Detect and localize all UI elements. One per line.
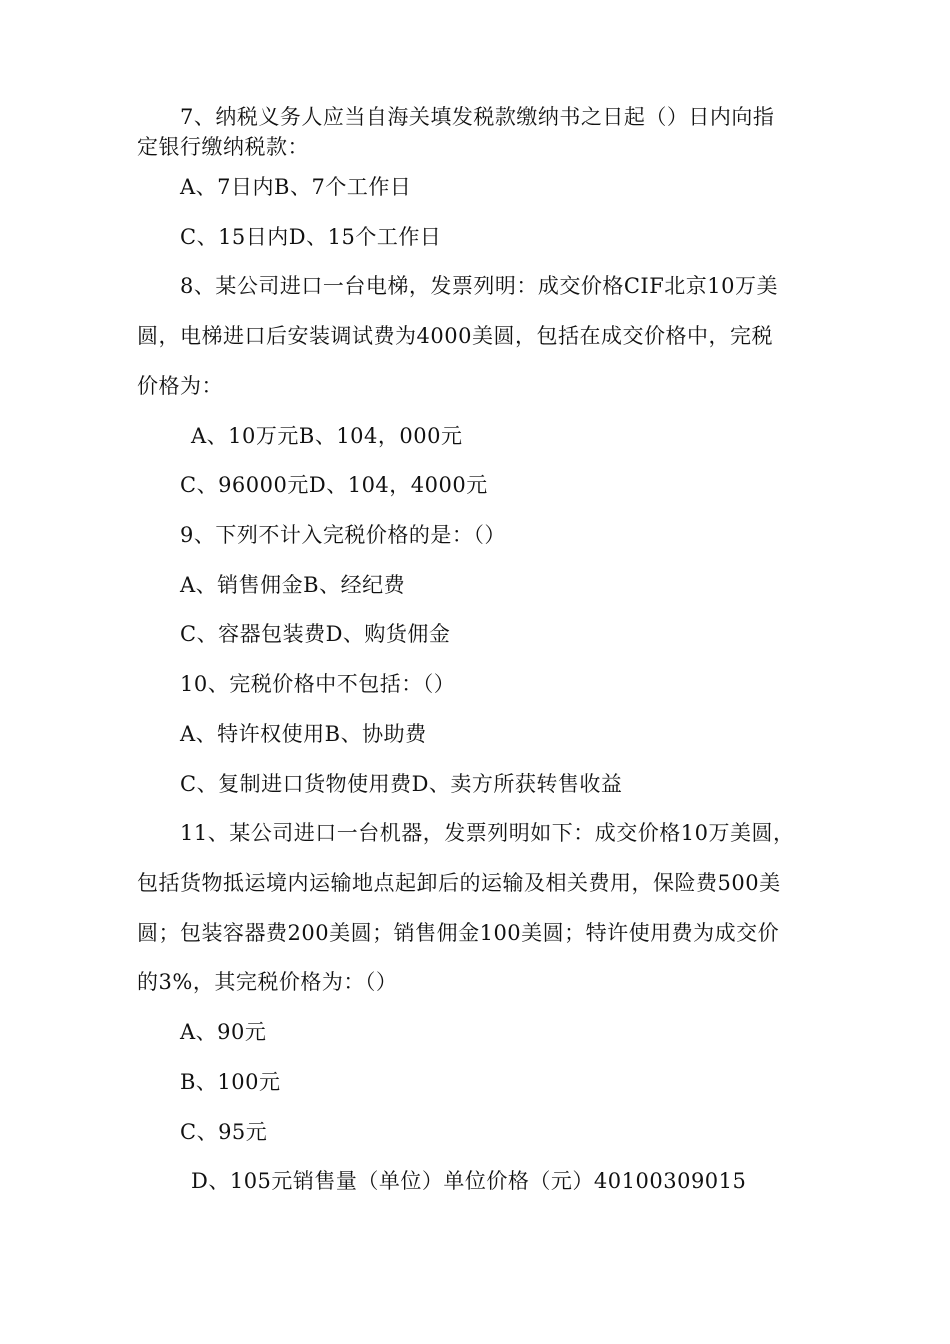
q8-stem-line2: 圆，电梯进口后安装调试费为4000美圆，包括在成交价格中，完税 [137, 324, 773, 348]
q9-stem: 9、下列不计入完税价格的是：（） [180, 523, 506, 547]
q7-option-ab: A、7日内B、7个工作日 [180, 175, 412, 199]
q11-option-a: A、90元 [180, 1020, 267, 1044]
q10-option-cd: C、复制进口货物使用费D、卖方所获转售收益 [180, 772, 623, 796]
q10-stem: 10、完税价格中不包括：（） [180, 672, 456, 696]
q8-option-cd: C、96000元D、104，4000元 [180, 473, 488, 497]
q8-option-ab: A、10万元B、104，000元 [191, 424, 463, 448]
q8-stem-line1: 8、某公司进口一台电梯，发票列明：成交价格CIF北京10万美 [180, 274, 779, 298]
q11-stem-line1: 11、某公司进口一台机器，发票列明如下：成交价格10万美圆， [180, 821, 795, 845]
q9-option-ab: A、销售佣金B、经纪费 [180, 573, 406, 597]
q11-option-c: C、95元 [180, 1120, 268, 1144]
q11-option-d: D、105元销售量（单位）单位价格（元）40100309015 [191, 1169, 747, 1193]
q11-stem-line3: 圆；包装容器费200美圆；销售佣金100美圆；特许使用费为成交价 [137, 921, 780, 945]
q7-stem-line1: 7、纳税义务人应当自海关填发税款缴纳书之日起（）日内向指 [180, 105, 775, 129]
q7-stem-line2: 定银行缴纳税款： [137, 135, 309, 159]
q7-option-cd: C、15日内D、15个工作日 [180, 225, 442, 249]
q9-option-cd: C、容器包装费D、购货佣金 [180, 622, 451, 646]
q11-stem-line2: 包括货物抵运境内运输地点起卸后的运输及相关费用，保险费500美 [137, 871, 781, 895]
q8-stem-line3: 价格为： [137, 374, 223, 398]
q11-stem-line4: 的3%，其完税价格为：（） [137, 970, 398, 994]
q11-option-b: B、100元 [180, 1070, 281, 1094]
q10-option-ab: A、特许权使用B、协助费 [180, 722, 427, 746]
